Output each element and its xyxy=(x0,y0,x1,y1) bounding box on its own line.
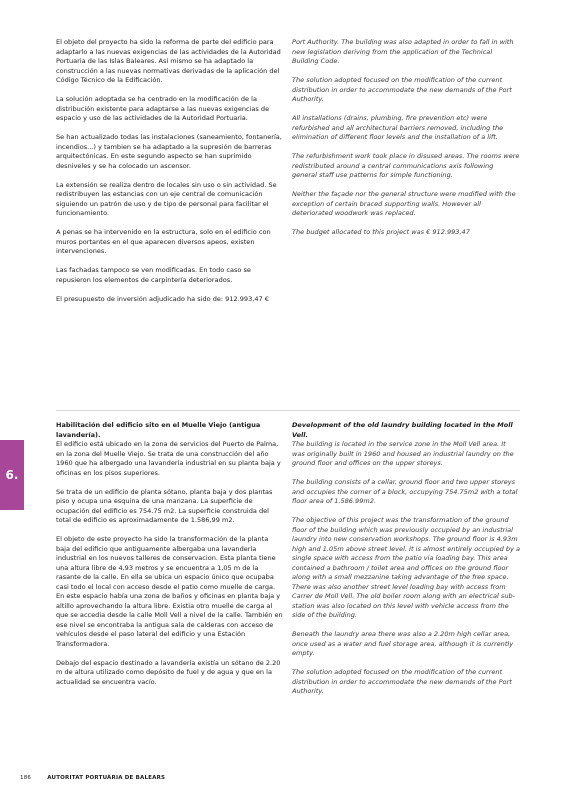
english-column-bottom xyxy=(292,421,520,706)
paragraph: La solución adoptada se ha centrado en la modificación de la distribución existente para adaptarse a las nuevas exigencias de espacio y uso de las actividades de la Autoridad Portuaria. xyxy=(56,95,270,122)
paragraph: El objeto del proyecto ha sido la reforma de parte del edificio para adaptarlo a las nuevas exigencias de las actividades de la Autoridad Portuaria de las Islas Baleares. Así mismo se ha adaptado la construcción a las nuevas normativas derivadas de la aplicación del Código Técnico de la Edificación. xyxy=(56,38,281,84)
paragraph: Neither the façade nor the general structure were modified with the exception of certain braced supporting walls. However all deteriorated woodwork was replaced. xyxy=(292,190,516,217)
section-divider xyxy=(56,410,520,411)
section-tab: 6. xyxy=(0,440,24,510)
page-footer xyxy=(20,775,165,781)
paragraph: El edificio está ubicado en la zona de servicios del Puerto de Palma, en la zona del Muelle Viejo. Se trata de una construcción del año 1960 que ha albergado una lavandería industrial en su planta baja y oficinas en los pisos superiores. xyxy=(56,440,281,477)
spanish-column-top xyxy=(56,38,284,314)
paragraph: All installations (drains, plumbing, fire prevention etc) were refurbished and all architectural barriers removed, including the elimination of different floor levels and the installation of a lift. xyxy=(292,114,504,141)
paragraph: The solution adopted focused on the modification of the current distribution in order to accommodate the new demands of the Port Authority. xyxy=(292,76,512,103)
paragraph: Se han actualizado todas las instalaciones (saneamiento, fontanería, incendios...) y tambien se ha adaptado a la supresión de barreras arquitectónicas. En este segundo aspecto se han suprimido desniveles y se ha colocado un ascensor. xyxy=(56,133,282,170)
paragraph: The objective of this project was the transformation of the ground floor of the building which was previously occupied by an industrial laundry into new conservation workshops. The ground floor is 4.93m high and 1.05m above street level. It is almost entirely occupied by a single space with access from the patio via loading bay. This area contained a bathroom / toilet area and offices on the ground floor along with a small mezzanine taking advantage of the free space. There was also another street level loading bay with access from Carrer de Moll Vell. The old boiler room along with an electrical sub-station was also located on this level with vehicle access from the side of the building. xyxy=(292,516,520,619)
budget-paragraph: The budget allocated to this project was € 912.993,47 xyxy=(292,228,470,236)
section-heading: Habilitación del edificio sito en el Muelle Viejo (antigua lavandería). xyxy=(56,421,261,439)
paragraph: Se trata de un edificio de planta sótano, planta baja y dos plantas piso y ocupa una esquina de una manzana. La superficie de ocupación del edificio es 754.75 m2. La superficie construida del total de edificio es aproximadamente de 1.586,99 m2. xyxy=(56,487,273,524)
paragraph: La extensión se realiza dentro de locales sin uso o sin actividad. Se redistribuyen las estancias con un eje central de comunicación siguiendo un patrón de uso y de tipo de personal para facilitar el funcionamiento. xyxy=(56,180,277,217)
english-column-top xyxy=(292,38,520,247)
paragraph: Port Authority. The building was also adapted in order to fall in with new legislation deriving from the application of the Technical Building Code. xyxy=(292,38,514,65)
paragraph: Las fachadas tampoco se ven modificadas. En todo caso se repusieron los elementos de carpintería deteriorados. xyxy=(56,266,251,284)
paragraph: The building consists of a cellar, ground floor and two upper storeys and occupies the corner of a block, occupying 754.75m2 with a total floor area of 1.586.99m2. xyxy=(292,478,518,505)
paragraph: El objeto de este proyecto ha sido la transformación de la planta baja del edificio que antiguamente albergaba una lavandería industrial en los nuevos talleres de conservacion. Esta planta tiene una altura libre de 4,93 metros y se encuentra a 1,05 m de la rasante de la calle. En ella se ubica un espacio único que ocupaba casi todo el local con acceso desde el patio como muelle de carga. En este espacio había una zona de baños y oficinas en planta baja y altillo aprovechando la altura libre. Existia otro muelle de carga al que se accedia desde la calle Moll Vell a nivel de la calle. También en ese nivel se encontraba la antigua sala de calderas con acceso de vehículos desde el paso lateral del edificio y una Estación Transformadora. xyxy=(56,535,283,648)
paragraph: The refurbishment work took place in disused areas. The rooms were redistributed around a central communications axis following general staff use patterns for simple functioning. xyxy=(292,152,520,179)
budget-paragraph: El presupuesto de inversión adjudicado ha sido de: 912.993,47 € xyxy=(56,294,269,303)
publisher-name: AUTORITAT PORTUÀRIA DE BALEARS xyxy=(47,775,166,781)
paragraph: The building is located in the service zone in the Moll Vell area. It was originally built in 1960 and housed an industrial laundry on the ground floor and offices on the upper storeys. xyxy=(292,440,514,467)
page-number: 186 xyxy=(20,775,32,781)
paragraph: The solution adopted focused on the modification of the current distribution in order to accommodate the new demands of the Port Authority. xyxy=(292,668,512,695)
spanish-column-bottom xyxy=(56,421,284,697)
paragraph: Beneath the laundry area there was also a 2.20m high cellar area, once used as a water and fuel storage area, although it is currently empty. xyxy=(292,630,514,657)
paragraph: A penas se ha intervenido en la estructura, solo en el edificio con muros portantes en el que aparecen diversos apeos, existen intervenciones. xyxy=(56,228,271,255)
paragraph: Debajo del espacio destinado a lavandería existía un sótano de 2.20 m de altura utilizado como depósito de fuel y de agua y que en la actualidad se encuentra vacío. xyxy=(56,658,281,686)
section-heading: Development of the old laundry building located in the Moll Vell. xyxy=(292,421,513,439)
